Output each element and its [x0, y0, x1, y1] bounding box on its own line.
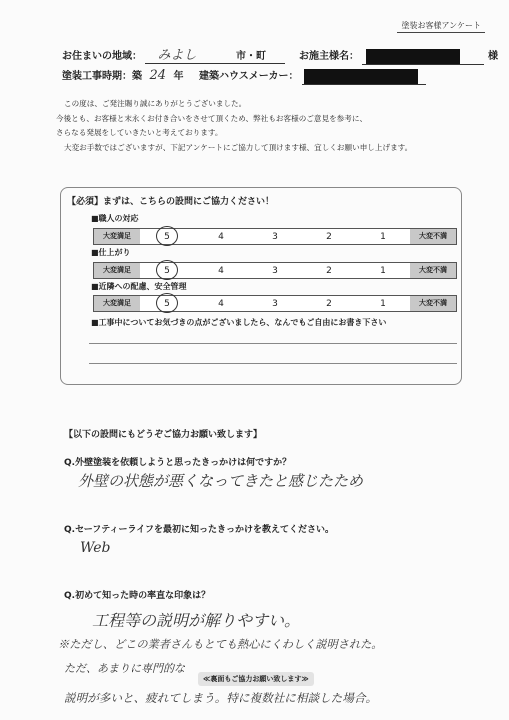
required-title: 【必須】まずは、こちらの設問にご協力ください！ [67, 197, 275, 207]
period-suffix: 年 [173, 71, 184, 82]
scale-right-label: 大変不満 [410, 296, 456, 311]
answer-3-line-4[interactable]: 説明が多いと、疲れてしまう。特に複数社に相談した場合。 [64, 691, 378, 705]
rating-option-4[interactable]: 4 [218, 298, 224, 309]
item-label-safety: ■近隣への配慮、安全管理 [91, 282, 187, 291]
rating-option-3[interactable]: 3 [272, 298, 278, 309]
scale-left-label: 大変満足 [94, 296, 140, 311]
item-label-craftsman: ■職人の対応 [91, 214, 139, 223]
rating-scale-safety[interactable] [93, 295, 457, 312]
writing-line [89, 363, 457, 364]
rating-option-5[interactable]: 5 [157, 299, 177, 309]
rating-option-1[interactable]: 1 [380, 298, 386, 309]
rating-option-2[interactable]: 2 [326, 298, 332, 309]
free-comment-label: ■工事中についてお気づきの点がございましたら、なんでもご自由にお書き下さい [91, 318, 387, 327]
rating-option-5[interactable]: 5 [157, 232, 177, 242]
question-1: Q.外壁塗装を依頼しようと思ったきっかけは何ですか？ [64, 458, 292, 468]
intro-line: 大変お手数ではございますが、下記アンケートにご協力して頂けます様、宜しくお願い申し上げます。 [64, 142, 413, 152]
builder-field[interactable] [302, 69, 426, 85]
rating-option-2[interactable]: 2 [326, 265, 332, 276]
period-label: 塗装工事時期：築 [62, 71, 142, 82]
client-label: お施主様名： [298, 51, 359, 62]
builder-label: 建築ハウスメーカー： [199, 71, 299, 82]
optional-heading: 【以下の設問にもどうぞご協力お願い致します】 [64, 430, 263, 440]
rating-option-2[interactable]: 2 [326, 231, 332, 242]
answer-1[interactable]: 外壁の状態が悪くなってきたと感じたため [78, 472, 364, 490]
client-suffix: 様 [487, 51, 498, 62]
region-field[interactable] [145, 44, 285, 64]
rating-scale-finish[interactable] [93, 262, 457, 279]
scale-right-label: 大変不満 [410, 229, 456, 244]
redacted-client-name [366, 49, 460, 64]
info-row-period [62, 67, 426, 85]
info-row-region [62, 44, 498, 65]
intro-line: 今後とも、お客様と末永くお付き合いをさせて頂くため、弊社もお客様のご意見を参考に、 [56, 113, 368, 123]
intro-line: さらなる発展をしていきたいと考えております。 [56, 128, 223, 137]
region-suffix: 市・町 [235, 51, 266, 62]
answer-3-line-1[interactable]: 工程等の説明が解りやすい。 [92, 611, 301, 630]
rating-option-3[interactable]: 3 [272, 265, 278, 276]
rating-option-1[interactable]: 1 [380, 231, 386, 242]
scale-left-label: 大変満足 [94, 263, 140, 278]
scale-right-label: 大変不満 [410, 263, 456, 278]
answer-2[interactable]: Web [80, 540, 111, 556]
intro-text [56, 97, 486, 155]
period-value: 24 [149, 68, 167, 83]
rating-option-1[interactable]: 1 [380, 265, 386, 276]
question-2: Q.セーフティーライフを最初に知ったきっかけを教えてください。 [64, 525, 335, 535]
rating-scale-craftsman[interactable] [93, 228, 457, 245]
rating-option-4[interactable]: 4 [218, 231, 224, 242]
region-label: お住まいの地域： [62, 51, 142, 62]
rating-option-4[interactable]: 4 [218, 265, 224, 276]
rating-option-5[interactable]: 5 [157, 266, 177, 276]
answer-3-line-3[interactable]: ただ、あまりに専門的な [64, 662, 185, 675]
back-side-note: ≪裏面もご協力お願い致します≫ [198, 672, 314, 686]
redacted-builder-name [304, 69, 418, 84]
writing-line [89, 343, 457, 344]
rating-option-3[interactable]: 3 [272, 231, 278, 242]
client-field[interactable] [362, 49, 484, 65]
question-3: Q.初めて知った時の率直な印象は？ [64, 591, 211, 601]
intro-line: この度は、ご発注賜り誠にありがとうございました。 [64, 99, 247, 108]
region-value: みよし [157, 48, 197, 63]
survey-title-tag: 塗装お客様アンケート [397, 20, 485, 33]
scale-left-label: 大変満足 [94, 229, 140, 244]
answer-3-line-2[interactable]: ※ただし、どこの業者さんもとても熱心にくわしく説明された。 [58, 638, 383, 651]
item-label-finish: ■仕上がり [91, 248, 131, 257]
required-section [60, 187, 462, 385]
